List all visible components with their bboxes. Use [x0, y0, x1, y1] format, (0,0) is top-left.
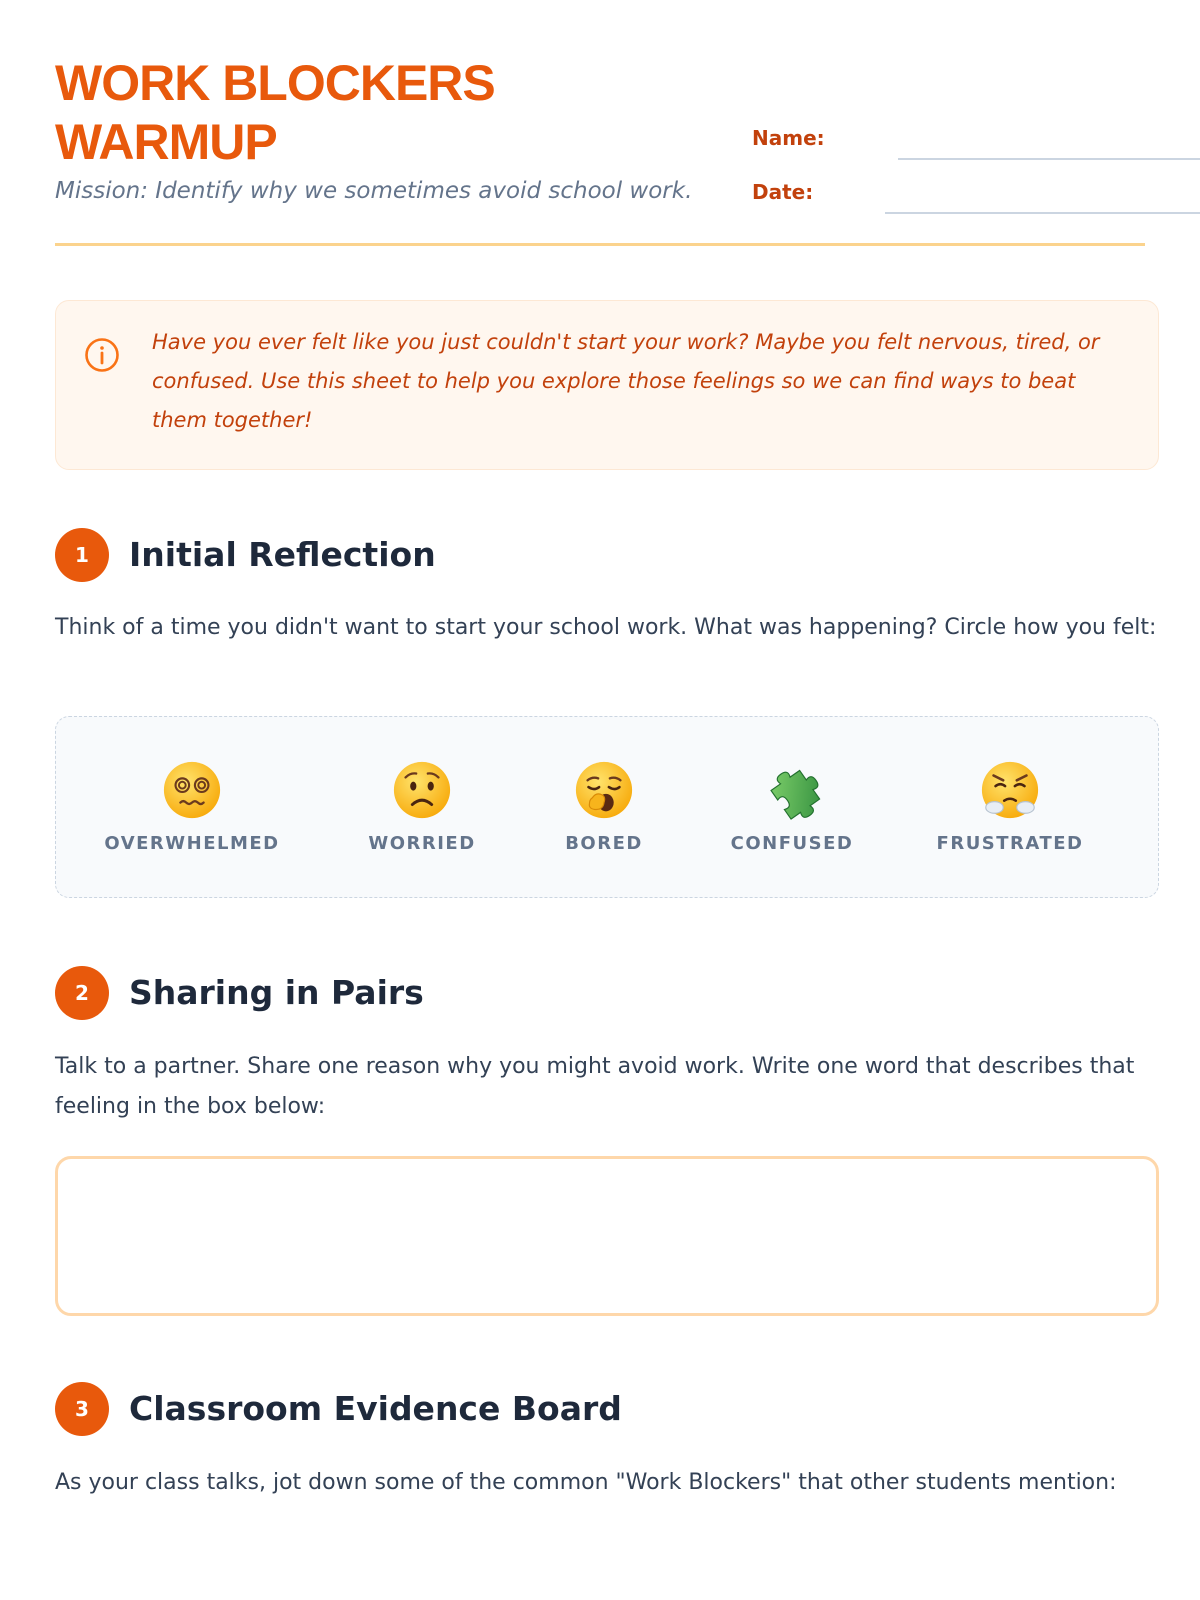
- puzzle-piece-icon: [761, 759, 823, 821]
- info-icon: [84, 337, 120, 373]
- emotion-option-bored[interactable]: [494, 759, 714, 854]
- date-field: [752, 174, 1200, 214]
- section-1-prompt: Think of a time you didn't want to start your school work. What was happening? Circle how you felt:: [55, 615, 1157, 640]
- worried-face-icon: [391, 759, 453, 821]
- emotion-label-worried: WORRIED: [368, 833, 476, 854]
- name-write-line[interactable]: [898, 158, 1200, 160]
- section-3-prompt: As your class talks, jot down some of the common "Work Blockers" that other students mention:: [55, 1470, 1117, 1495]
- emotion-option-overwhelmed[interactable]: [82, 759, 302, 854]
- feeling-answer-box[interactable]: [55, 1156, 1159, 1316]
- section-2-title: Sharing in Pairs: [129, 973, 424, 1012]
- yawning-face-icon: [573, 759, 635, 821]
- mission-subtitle: Mission: Identify why we sometimes avoid school work.: [55, 178, 693, 204]
- date-label: Date:: [752, 180, 814, 204]
- section-1-number-badge: 1: [55, 528, 109, 582]
- dizzy-face-icon: [161, 759, 223, 821]
- intro-callout: [55, 300, 1159, 470]
- emotion-label-overwhelmed: OVERWHELMED: [104, 833, 280, 854]
- title-line-1: WORK BLOCKERS: [55, 55, 495, 111]
- name-label: Name:: [752, 126, 825, 150]
- title-line-2: WARMUP: [55, 114, 277, 170]
- name-field: [752, 120, 1200, 160]
- emotion-label-bored: BORED: [565, 833, 643, 854]
- emotion-option-confused[interactable]: [682, 759, 902, 854]
- page-title: [55, 54, 495, 172]
- emotion-option-frustrated[interactable]: [900, 759, 1120, 854]
- section-2-prompt: Talk to a partner. Share one reason why you might avoid work. Write one word that describes that feeling in the box below:: [55, 1054, 1135, 1119]
- date-write-line[interactable]: [885, 212, 1200, 214]
- steaming-face-icon: [979, 759, 1041, 821]
- emotion-label-confused: CONFUSED: [730, 833, 854, 854]
- section-3-number-badge: 3: [55, 1382, 109, 1436]
- section-2-number-badge: 2: [55, 966, 109, 1020]
- section-1-title: Initial Reflection: [129, 535, 436, 574]
- emotion-choices: [55, 716, 1159, 898]
- emotion-label-frustrated: FRUSTRATED: [936, 833, 1084, 854]
- worksheet-header: [55, 0, 1145, 246]
- callout-text: Have you ever felt like you just couldn't start your work? Maybe you felt nervous, tired, or confused. Use this sheet to help you explore those feelings so we can find ways to beat them together!: [152, 330, 1100, 432]
- section-3-title: Classroom Evidence Board: [129, 1389, 622, 1428]
